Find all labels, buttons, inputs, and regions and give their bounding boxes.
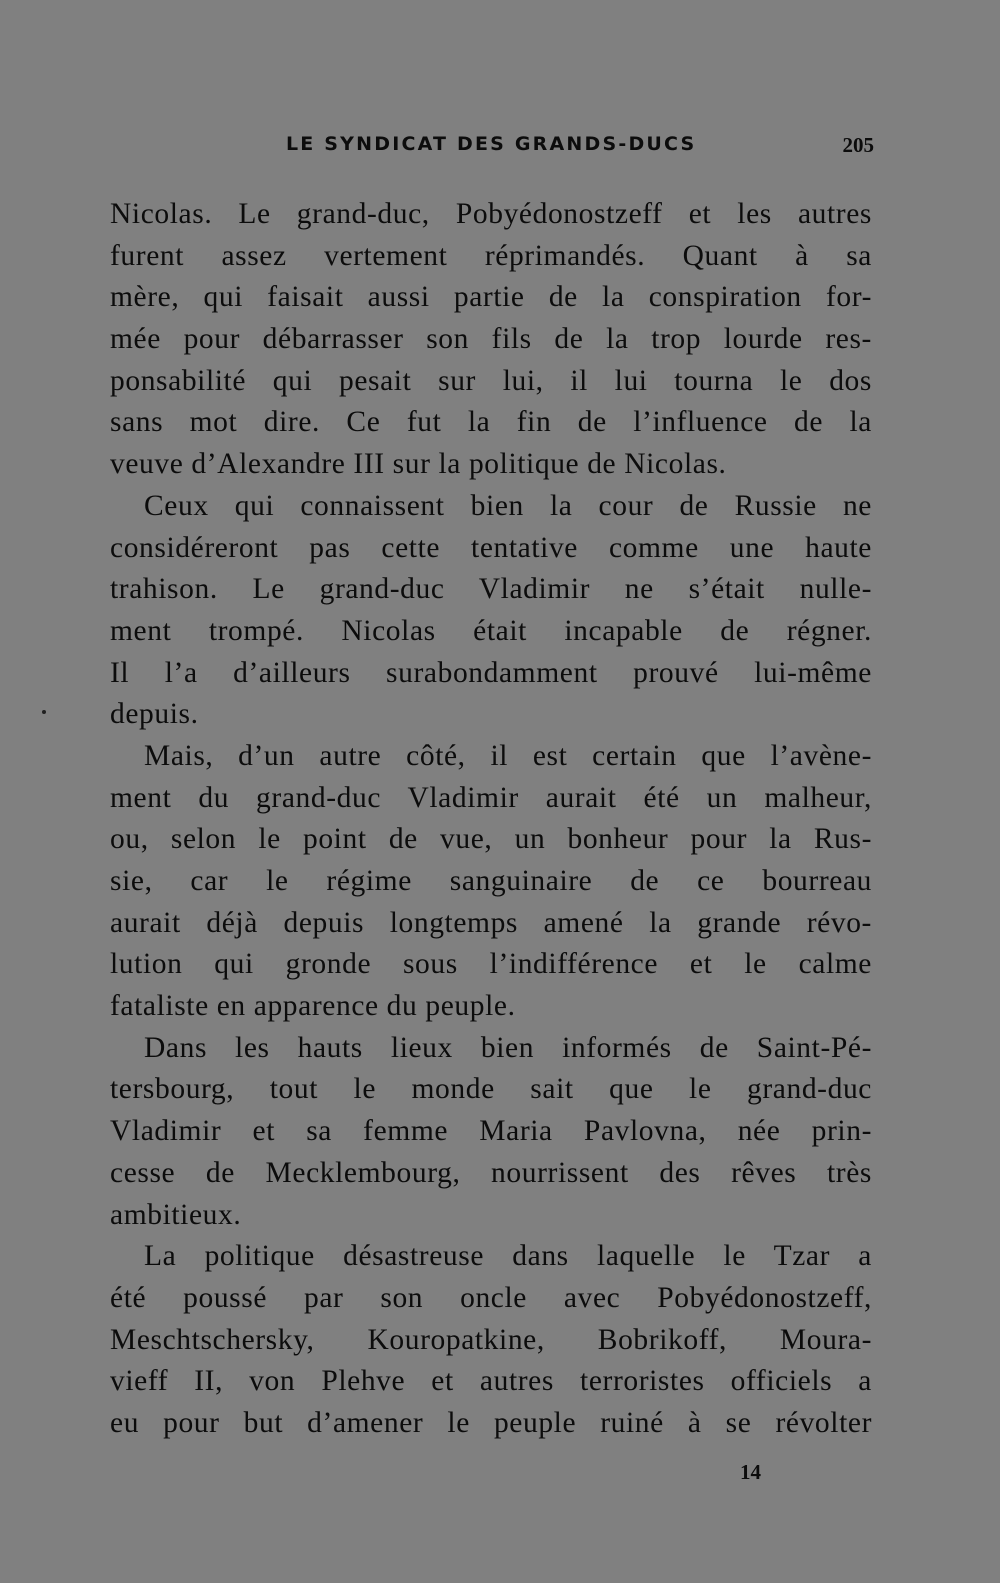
page-number: 205 (842, 133, 874, 157)
text-line: cesse de Mecklembourg, nourrissent des rêves très (110, 1156, 872, 1189)
text-line: Meschtschersky, Kouropatkine, Bobrikoff, Moura- (110, 1323, 872, 1356)
running-title: LE SYNDICAT DES GRANDS-DUCS (286, 133, 697, 155)
text-line: depuis. (110, 698, 199, 731)
text-line: Ceux qui connaissent bien la cour de Russie ne (144, 489, 872, 522)
text-line: considéreront pas cette tentative comme une haute (110, 531, 872, 564)
text-line: trahison. Le grand-duc Vladimir ne s’était nulle- (110, 573, 872, 606)
text-line: Dans les hauts lieux bien informés de Saint-Pé- (144, 1031, 872, 1064)
text-line: veuve d’Alexandre III sur la politique de Nicolas. (110, 448, 727, 481)
text-line: lution qui gronde sous l’indifférence et le calme (110, 948, 872, 981)
text-line: La politique désastreuse dans laquelle le Tzar a (144, 1240, 872, 1273)
text-line: ambitieux. (110, 1198, 242, 1231)
text-line: sie, car le régime sanguinaire de ce bourreau (110, 865, 872, 897)
text-line: vieff II, von Plehve et autres terroristes officiels a (110, 1365, 872, 1398)
text-line: mère, qui faisait aussi partie de la conspiration for- (110, 281, 872, 314)
signature-mark: 14 (740, 1460, 761, 1484)
text-line: tersbourg, tout le monde sait que le grand-duc (110, 1073, 872, 1106)
text-line: Il l’a d’ailleurs surabondamment prouvé lui-même (110, 656, 872, 689)
text-line: ment trompé. Nicolas était incapable de régner. (110, 614, 872, 647)
text-line: eu pour but d’amener le peuple ruiné à se révolter (110, 1406, 872, 1439)
text-line: ponsabilité qui pesait sur lui, il lui tourna le dos (110, 364, 872, 397)
running-head (110, 133, 880, 163)
text-line: mée pour débarrasser son fils de la trop lourde res- (110, 323, 872, 356)
text-line: aurait déjà depuis longtemps amené la grande révo- (110, 906, 872, 939)
text-line: Nicolas. Le grand-duc, Pobyédonostzeff et les autres (110, 198, 872, 230)
text-line: Vladimir et sa femme Maria Pavlovna, née prin- (110, 1115, 872, 1148)
text-line: fataliste en apparence du peuple. (110, 990, 516, 1023)
text-line: été poussé par son oncle avec Pobyédonostzeff, (110, 1281, 872, 1314)
text-line: Mais, d’un autre côté, il est certain que l’avène- (144, 739, 872, 772)
ink-speck (42, 710, 46, 714)
body-text (110, 194, 872, 1445)
text-line: ou, selon le point de vue, un bonheur pour la Rus- (110, 823, 872, 856)
text-line: sans mot dire. Ce fut la fin de l’influence de la (110, 406, 872, 439)
text-line: ment du grand-duc Vladimir aurait été un malheur, (110, 781, 872, 814)
text-line: furent assez vertement réprimandés. Quant à sa (110, 239, 872, 272)
